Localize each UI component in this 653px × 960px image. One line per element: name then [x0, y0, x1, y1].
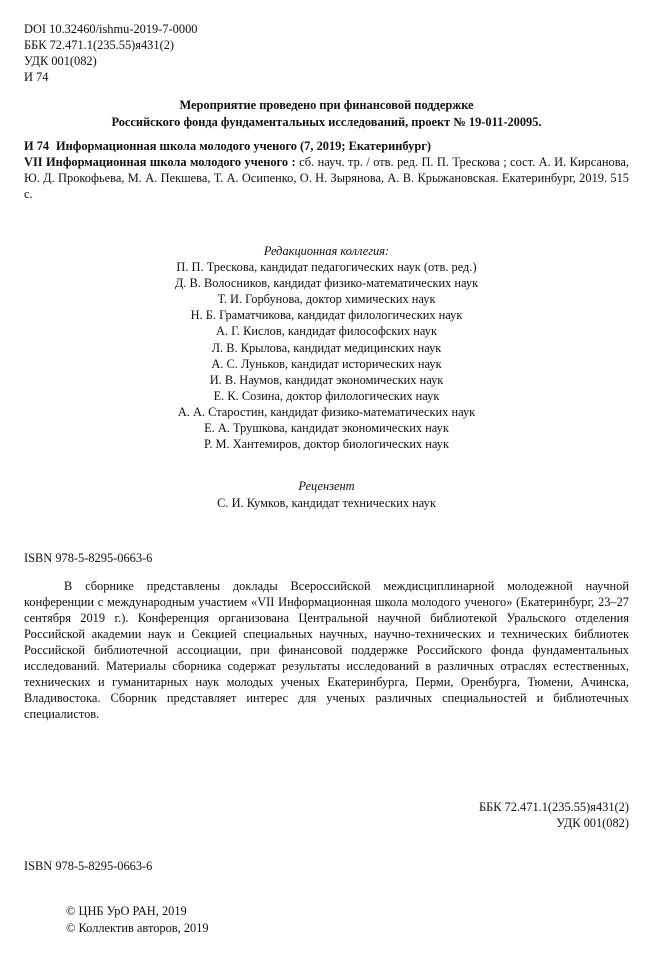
doi-line: DOI 10.32460/ishmu-2019-7-0000	[24, 22, 198, 36]
catalog-heading-text: Информационная школа молодого ученого (7, 2019; Екатеринбург)	[56, 139, 431, 153]
board-member: Н. Б. Граматчикова, кандидат филологических наук	[190, 308, 463, 323]
bbk-line: ББК 72.471.1(235.55)я431(2)	[24, 38, 175, 52]
funding-line-2: Российского фонда фундаментальных исследований, проект № 19-011-20095.	[111, 115, 542, 129]
bbk-code-right: ББК 72.471.1(235.55)я431(2)	[478, 800, 629, 814]
udk-code-right: УДК 001(082)	[556, 816, 629, 830]
board-member: П. П. Трескова, кандидат педагогических наук (отв. ред.)	[176, 260, 477, 275]
isbn-top: ISBN 978-5-8295-0663-6	[24, 551, 153, 565]
board-member: Д. В. Волосников, кандидат физико-математических наук	[174, 276, 479, 291]
editorial-board-title: Редакционная коллегия:	[263, 244, 390, 258]
board-member: Л. В. Крылова, кандидат медицинских наук	[211, 340, 442, 355]
board-member: А. Г. Кислов, кандидат философских наук	[215, 324, 438, 339]
reviewer-title: Рецензент	[298, 479, 355, 493]
catalog-record	[24, 138, 629, 202]
copyright-block	[66, 903, 209, 937]
board-member: Т. И. Горбунова, доктор химических наук	[217, 292, 436, 307]
board-member: И. В. Наумов, кандидат экономических наук	[209, 372, 444, 387]
reviewer-name: С. И. Кумков, кандидат технических наук	[217, 496, 436, 510]
catalog-code: И 74	[24, 139, 50, 153]
board-member: Е. А. Трушкова, кандидат экономических наук	[204, 421, 449, 436]
abstract-paragraph: В сборнике представлены доклады Всероссийской междисциплинарной молодежной научной конференции с международным участием «VII Информационная школа молодого ученого» (Екатеринбург, 23–27 сентября 2019 г.). Конференция организована Центральной научной библиотекой Уральского отделения Российской академии наук и Секцией специальных научных, научно-технических и технических библиотек Российской библиотечной ассоциации, при финансовой поддержке Российского фонда фундаментальных исследований. Материалы сборника содержат результаты исследований в различных отраслях естественных, технических и гуманитарных наук молодых ученых Екатеринбурга, Перми, Оренбурга, Тюмени, Ачинска, Владивостока. Сборник представляет интерес для ученых различных специальностей и библиотечных специалистов.	[24, 579, 629, 721]
board-member: А. А. Старостин, кандидат физико-математических наук	[177, 404, 476, 419]
isbn-bottom: ISBN 978-5-8295-0663-6	[24, 859, 153, 873]
board-member: Р. М. Хантемиров, доктор биологических наук	[203, 437, 449, 452]
editorial-board	[0, 243, 653, 452]
copyright-line-1: © ЦНБ УрО РАН, 2019	[66, 904, 187, 918]
catalog-description	[24, 154, 629, 202]
author-code-line: И 74	[24, 70, 49, 84]
udk-line: УДК 001(082)	[24, 54, 97, 68]
bibliographic-codes	[24, 21, 197, 85]
funding-line-1: Мероприятие проведено при финансовой поддержке	[179, 98, 474, 112]
funding-note	[24, 97, 629, 131]
catalog-heading	[24, 138, 629, 154]
copyright-line-2: © Коллектив авторов, 2019	[66, 921, 209, 935]
board-member: А. С. Луньков, кандидат исторических наук	[211, 356, 442, 371]
classification-codes	[479, 799, 629, 831]
reviewer-section	[0, 478, 653, 512]
catalog-details: сб. науч. тр. / отв. ред. П. П. Трескова ; сост. А. И. Кирсанова, Ю. Д. Прокофьева, М. А. Пекшева, Т. А. Осипенко, О. Н. Зырянова, А. В. Крыжановская. Екатеринбург, 2019. 515 с.	[24, 155, 629, 201]
catalog-title: VII Информационная школа молодого ученого :	[24, 155, 296, 169]
board-member: Е. К. Созина, доктор филологических наук	[213, 388, 440, 403]
